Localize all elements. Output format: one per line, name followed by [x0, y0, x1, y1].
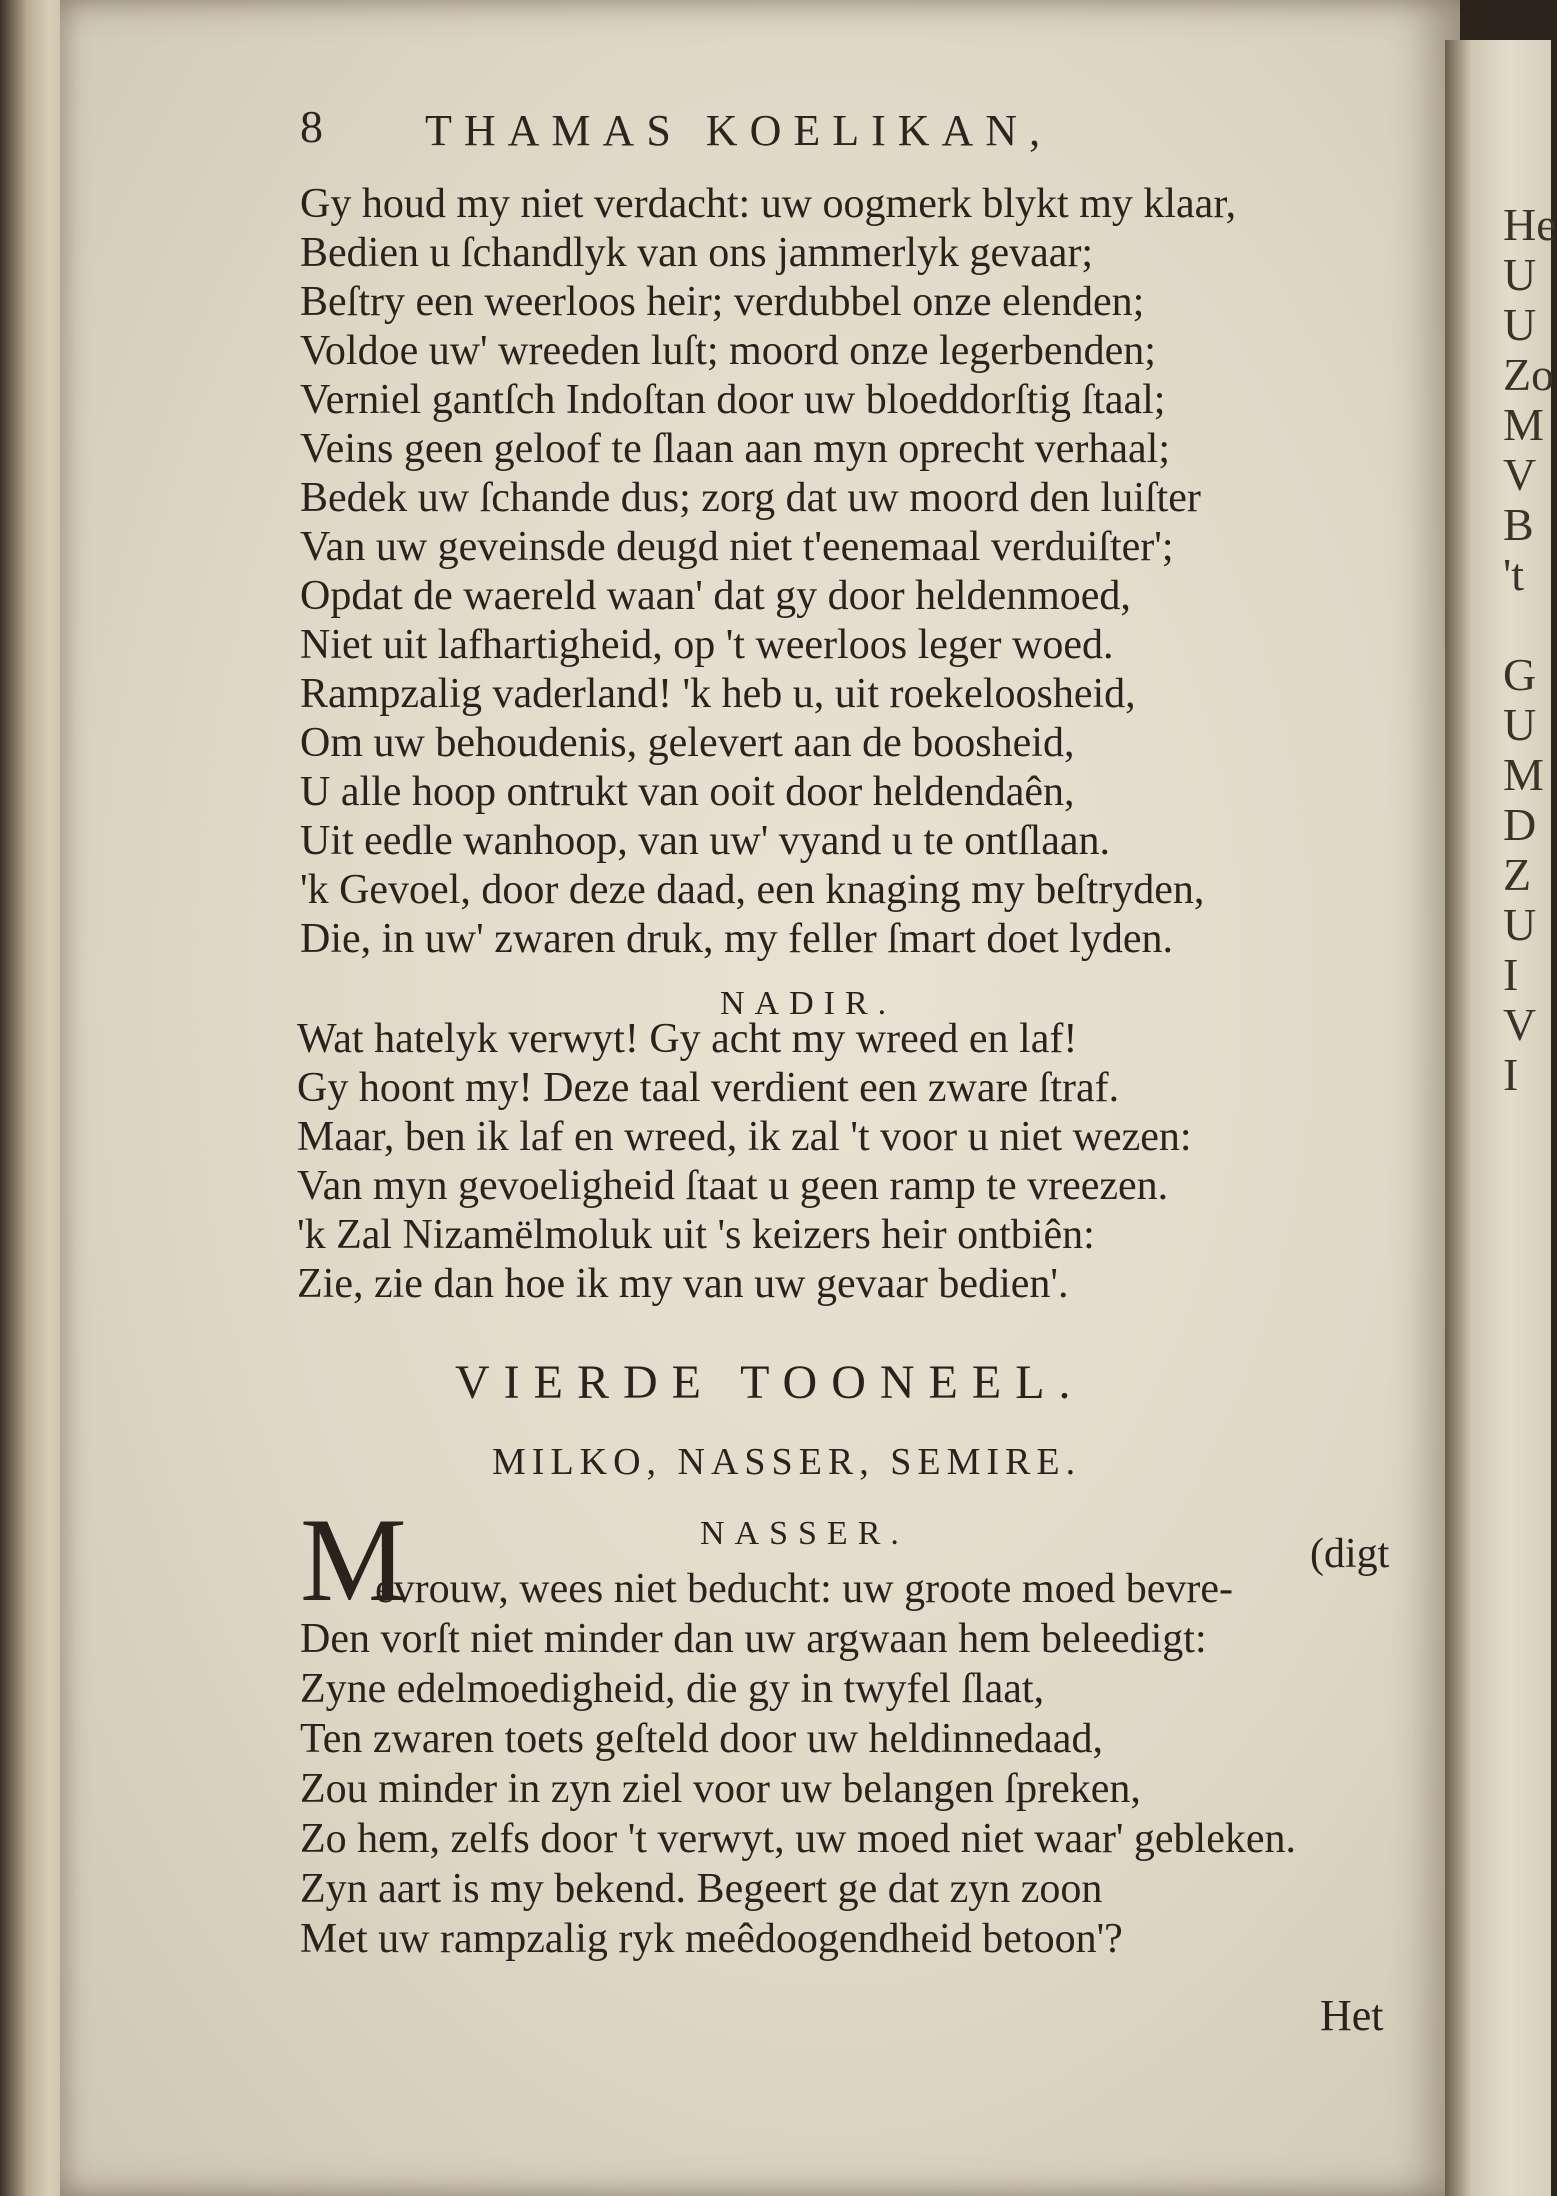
verse-line: Gy houd my niet verdacht: uw oogmerk blykt my klaar, [300, 181, 1237, 227]
verse-line: Zyne edelmoedigheid, die gy in twyfel ſlaat, [300, 1666, 1045, 1712]
next-page-letter: He [1503, 199, 1557, 250]
next-page-letter: U [1503, 699, 1537, 750]
verse-line: Om uw behoudenis, gelevert aan de boosheid, [300, 720, 1075, 766]
verse-line: Ten zwaren toets geſteld door uw heldinnedaad, [300, 1716, 1103, 1762]
next-page-letter: I [1503, 1049, 1519, 1100]
next-page-letter: U [1503, 899, 1537, 950]
verse-line: Zie, zie dan hoe ik my van uw gevaar bedien'. [297, 1261, 1069, 1307]
verse-line: Zyn aart is my bekend. Begeert ge dat zyn zoon [300, 1866, 1103, 1912]
next-page-letter: V [1503, 999, 1537, 1050]
scene-title: VIERDE TOONEEL. [455, 1356, 1085, 1409]
running-header: THAMAS KOELIKAN, [425, 106, 1053, 155]
next-page-letter: G [1503, 649, 1537, 700]
verse-line: Beſtry een weerloos heir; verdubbel onze elenden; [300, 279, 1145, 325]
page-number: 8 [300, 101, 323, 152]
verse-line: 'k Zal Nizamëlmoluk uit 's keizers heir ontbiên: [297, 1212, 1095, 1258]
next-page-letter: Z [1503, 849, 1532, 900]
verse-turnover: (digt [1310, 1531, 1390, 1577]
next-page-letter: M [1503, 399, 1544, 450]
verse-line: Zo hem, zelfs door 't verwyt, uw moed niet waar' gebleken. [300, 1816, 1296, 1862]
next-page-letter: Zo [1503, 349, 1555, 400]
verse-line: Bedien u ſchandlyk van ons jammerlyk gevaar; [300, 230, 1094, 276]
next-page-letters [1503, 200, 1557, 1100]
verse-line: evrouw, wees niet beducht: uw groote moed bevre- [375, 1566, 1233, 1612]
next-page-letter: 't [1503, 549, 1525, 600]
verse-line: Die, in uw' zwaren druk, my feller ſmart doet lyden. [300, 916, 1173, 962]
verse-line: Bedek uw ſchande dus; zorg dat uw moord den luiſter [300, 475, 1201, 521]
verse-line: Van myn gevoeligheid ſtaat u geen ramp te vreezen. [297, 1163, 1169, 1209]
speaker-nadir: NADIR. [720, 985, 897, 1022]
next-page-letter: V [1503, 449, 1537, 500]
next-page-edge [1445, 40, 1557, 2196]
speaker-nasser: NASSER. [700, 1515, 909, 1552]
catchword: Het [1320, 1991, 1384, 2040]
verse-line: Maar, ben ik laf en wreed, ik zal 't voor u niet wezen: [297, 1114, 1192, 1160]
verse-line: Met uw rampzalig ryk meêdoogendheid betoon'? [300, 1916, 1123, 1962]
verse-line: Opdat de waereld waan' dat gy door heldenmoed, [300, 573, 1131, 619]
verse-line: Rampzalig vaderland! 'k heb u, uit roekeloosheid, [300, 671, 1136, 717]
verse-line: Wat hatelyk verwyt! Gy acht my wreed en laf! [297, 1016, 1078, 1062]
next-page-letter: B [1503, 499, 1534, 550]
next-page-letter: I [1503, 949, 1519, 1000]
next-page-letter: D [1503, 799, 1537, 850]
verse-line: Zou minder in zyn ziel voor uw belangen ſpreken, [300, 1766, 1141, 1812]
verse-line: U alle hoop ontrukt van ooit door heldendaên, [300, 769, 1075, 815]
verse-line: Veins geen geloof te ſlaan aan myn oprecht verhaal; [300, 426, 1170, 472]
drop-capital: M [300, 1493, 407, 1626]
verse-line: Voldoe uw' wreeden luſt; moord onze legerbenden; [300, 328, 1156, 374]
verse-line: Den vorſt niet minder dan uw argwaan hem beleedigt: [300, 1616, 1207, 1662]
next-page-letter: M [1503, 749, 1544, 800]
verse-line: Niet uit lafhartigheid, op 't weerloos leger woed. [300, 622, 1114, 668]
next-page-letter [1503, 600, 1557, 650]
verse-line: Uit eedle wanhoop, van uw' vyand u te ontſlaan. [300, 818, 1111, 864]
scene-characters: MILKO, NASSER, SEMIRE. [492, 1441, 1082, 1483]
next-page-letter: U [1503, 299, 1537, 350]
verse-line: Verniel gantſch Indoſtan door uw bloeddorſtig ſtaal; [300, 377, 1166, 423]
verse-line: 'k Gevoel, door deze daad, een knaging my beſtryden, [300, 867, 1205, 913]
next-page-letter: U [1503, 249, 1537, 300]
verse-line: Van uw geveinsde deugd niet t'eenemaal verduiſter'; [300, 524, 1174, 570]
verse-line: Gy hoont my! Deze taal verdient een zware ſtraf. [297, 1065, 1120, 1111]
